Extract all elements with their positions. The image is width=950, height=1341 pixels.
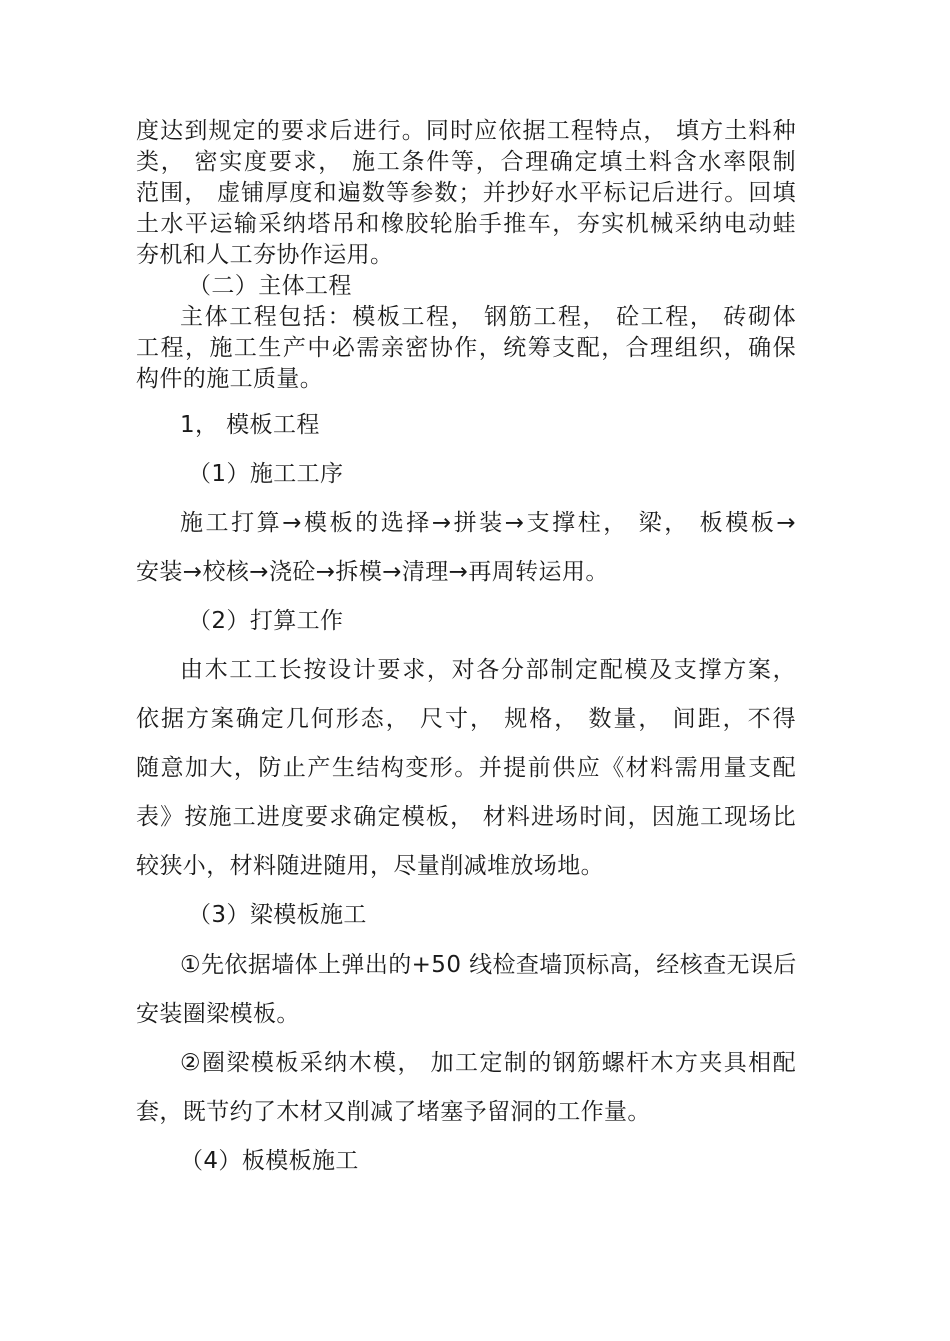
subsection-heading: （3）梁模板施工 — [188, 902, 367, 928]
paragraph-line: 工程，施工生产中必需亲密协作，统筹支配，合理组织，确保 — [136, 335, 796, 361]
paragraph-line: 由木工工长按设计要求，对各分部制定配模及支撑方案， — [180, 657, 796, 683]
paragraph-line: ①先依据墙体上弹出的+50 线检查墙顶标高，经核查无误后 — [180, 952, 797, 978]
paragraph-line: 夯机和人工夯协作运用。 — [136, 242, 394, 268]
paragraph-line: 安装圈梁模板。 — [136, 1001, 300, 1027]
paragraph-line: 类， 密实度要求， 施工条件等，合理确定填土料含水率限制 — [136, 149, 796, 175]
paragraph-line: 较狭小，材料随进随用，尽量削减堆放场地。 — [136, 853, 604, 879]
paragraph-line: 构件的施工质量。 — [136, 366, 324, 392]
section-heading: （二）主体工程 — [188, 273, 352, 299]
paragraph-line: 度达到规定的要求后进行。同时应依据工程特点， 填方土料种 — [136, 118, 796, 144]
subsection-heading: 1， 模板工程 — [180, 412, 320, 438]
subsection-heading: （1）施工工序 — [188, 461, 344, 487]
paragraph-line: 随意加大，防止产生结构变形。并提前供应《材料需用量支配 — [136, 755, 796, 781]
paragraph-line: 套，既节约了木材又削减了堵塞予留洞的工作量。 — [136, 1099, 651, 1125]
paragraph-line: 依据方案确定几何形态， 尺寸， 规格， 数量， 间距，不得 — [136, 706, 796, 732]
subsection-heading: （4）板模板施工 — [180, 1148, 359, 1174]
paragraph-line: 主体工程包括：模板工程， 钢筋工程， 砼工程， 砖砌体 — [180, 304, 796, 330]
paragraph-line: 范围， 虚铺厚度和遍数等参数；并抄好水平标记后进行。回填 — [136, 180, 796, 206]
subsection-heading: （2）打算工作 — [188, 608, 344, 634]
paragraph-line: ②圈梁模板采纳木模， 加工定制的钢筋螺杆木方夹具相配 — [180, 1050, 796, 1076]
paragraph-line: 安装→校核→浇砼→拆模→清理→再周转运用。 — [136, 559, 609, 585]
paragraph-line: 表》按施工进度要求确定模板， 材料进场时间，因施工现场比 — [136, 804, 796, 830]
paragraph-line: 土水平运输采纳塔吊和橡胶轮胎手推车，夯实机械采纳电动蛙 — [136, 211, 796, 237]
paragraph-line: 施工打算→模板的选择→拼装→支撑柱， 梁， 板模板→ — [180, 510, 796, 536]
